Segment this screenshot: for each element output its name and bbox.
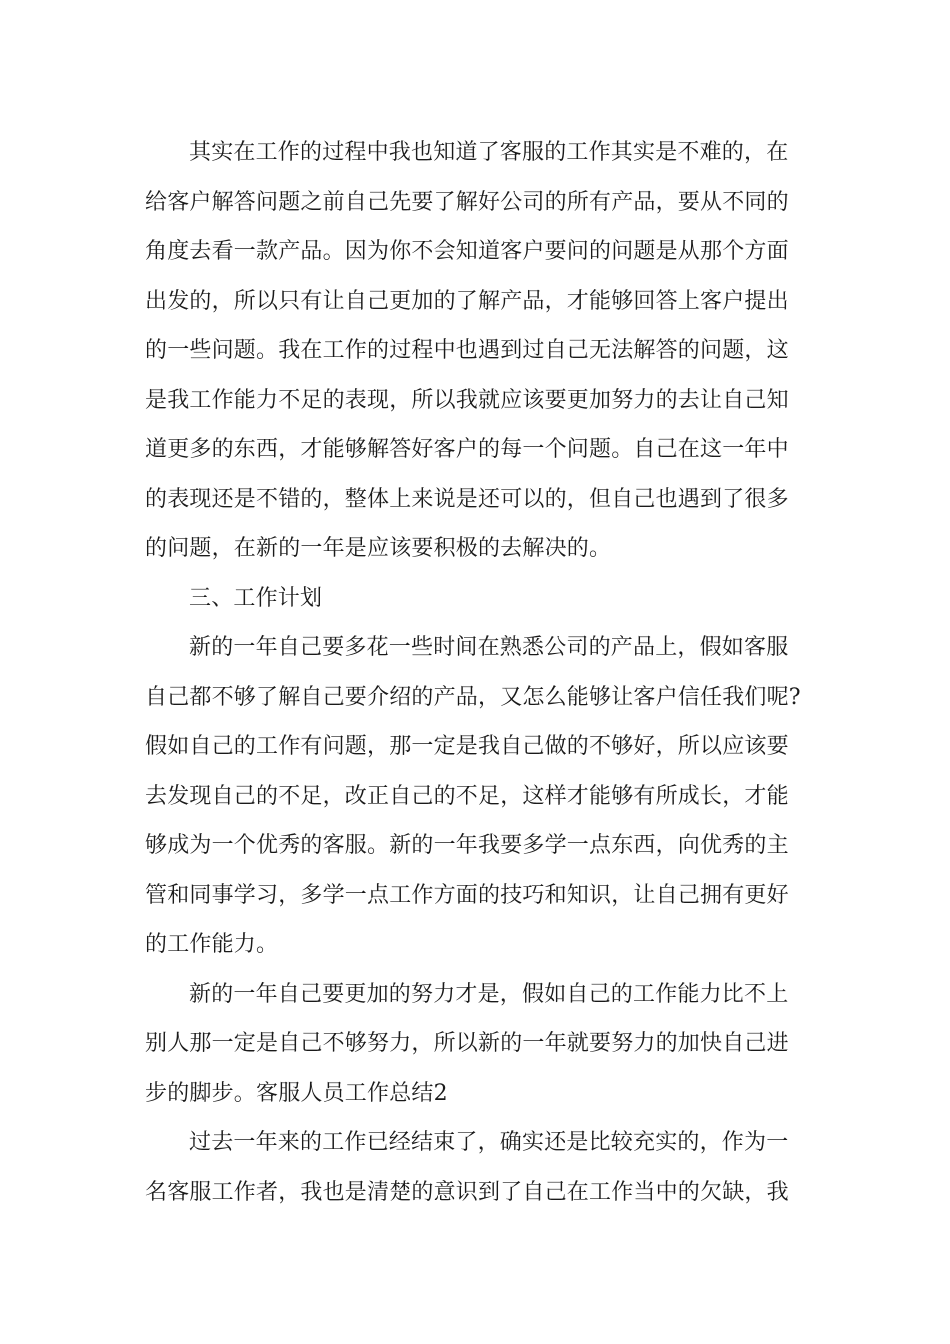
text-line: 道更多的东西，才能够解答好客户的每一个问题。自己在这一年中 — [145, 437, 789, 462]
section-heading: 三、工作计划 — [189, 585, 323, 611]
text-line: 的工作能力。 — [145, 932, 279, 957]
text-line: 的表现还是不错的，整体上来说是还可以的，但自己也遇到了很多 — [145, 486, 789, 512]
text-line: 出发的，所以只有让自己更加的了解产品，才能够回答上客户提出 — [145, 288, 789, 314]
text-line: 步的脚步。客服人员工作总结2 — [145, 1080, 448, 1106]
paragraph-summary-2-intro — [145, 1118, 805, 1217]
text-line: 去发现自己的不足，改正自己的不足，这样才能够有所成长，才能 — [145, 783, 789, 809]
text-line: 给客户解答问题之前自己先要了解好公司的所有产品，要从不同的 — [145, 189, 789, 215]
document-body — [145, 128, 805, 1217]
text-line: 管和同事学习，多学一点工作方面的技巧和知识，让自己拥有更好 — [145, 882, 789, 908]
text-line: 新的一年自己要更加的努力才是，假如自己的工作能力比不上 — [189, 981, 789, 1007]
text-line: 够成为一个优秀的客服。新的一年我要多学一点东西，向优秀的主 — [145, 833, 789, 858]
text-line: 假如自己的工作有问题，那一定是我自己做的不够好，所以应该要 — [145, 734, 789, 759]
paragraph-more-effort — [145, 970, 805, 1119]
text-line: 新的一年自己要多花一些时间在熟悉公司的产品上，假如客服 — [189, 635, 789, 660]
text-line: 角度去看一款产品。因为你不会知道客户要问的问题是从那个方面 — [145, 239, 789, 264]
text-line: 别人那一定是自己不够努力，所以新的一年就要努力的加快自己进 — [145, 1031, 789, 1056]
text-line: 的一些问题。我在工作的过程中也遇到过自己无法解答的问题，这 — [145, 338, 789, 363]
text-line: 是我工作能力不足的表现，所以我就应该要更加努力的去让自己知 — [145, 387, 789, 413]
paragraph-work-plan — [145, 623, 805, 970]
text-line: 过去一年来的工作已经结束了，确实还是比较充实的，作为一 — [189, 1130, 789, 1155]
text-line: 的问题，在新的一年是应该要积极的去解决的。 — [145, 536, 612, 561]
section-heading-work-plan — [145, 574, 805, 624]
paragraph-self-assessment — [145, 128, 805, 574]
text-line: 其实在工作的过程中我也知道了客服的工作其实是不难的，在 — [189, 140, 789, 165]
text-line: 名客服工作者，我也是清楚的意识到了自己在工作当中的欠缺，我 — [145, 1179, 789, 1205]
text-line: 自己都不够了解自己要介绍的产品，又怎么能够让客户信任我们呢? — [145, 684, 801, 710]
